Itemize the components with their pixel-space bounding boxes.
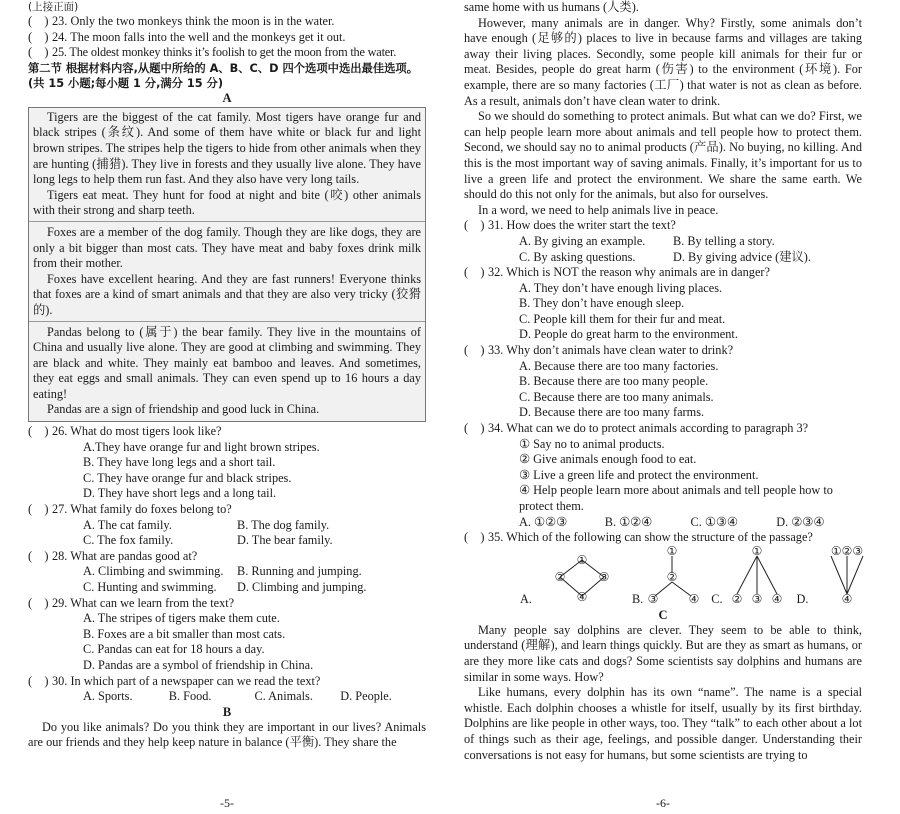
option-row	[464, 483, 862, 514]
passage-b-intro: Do you like animals? Do you think they are important in our lives? Animals are our friends and they help keep nature in balance (平衡). They share the	[28, 719, 426, 750]
node: ②	[666, 569, 678, 584]
option[interactable]: D. They have short legs and a long tail.	[83, 486, 277, 501]
answer-blank[interactable]: ( )	[464, 343, 485, 358]
question-stem: ( ) 28. What are pandas good at?	[28, 548, 198, 563]
diagram-option-b[interactable]	[632, 546, 703, 608]
option[interactable]: C. ①③④	[690, 514, 738, 529]
option[interactable]: ④ Help people learn more about animals and tell people how to protect them.	[519, 483, 833, 513]
option[interactable]: B. ①②④	[604, 514, 653, 529]
answer-blank[interactable]: ( )	[28, 548, 49, 563]
paragraph: In a word, we need to help animals live in peace.	[478, 202, 719, 217]
pandas-section	[29, 321, 425, 419]
question	[28, 424, 426, 502]
option-row	[28, 642, 426, 658]
option[interactable]: B. Foxes are a bit smaller than most cats.	[83, 626, 286, 641]
questions-26-30	[28, 424, 426, 705]
diagram-option-d[interactable]	[797, 546, 883, 608]
option[interactable]: D. Pandas are a symbol of friendship in China.	[83, 657, 314, 672]
option-label: D.	[796, 592, 809, 607]
option-row	[28, 689, 426, 705]
option[interactable]: A. By giving an example.	[519, 233, 646, 248]
node: ①	[666, 545, 678, 558]
tf-question-25: ( ) 25. The oldest monkey thinks it’s foolish to get the moon from the water.	[28, 45, 397, 60]
node: ④	[688, 591, 700, 606]
passage-b-continued: same home with us humans (人类).	[464, 0, 639, 14]
left-page	[28, 0, 426, 814]
answer-blank[interactable]: ( )	[28, 14, 49, 28]
option[interactable]: B. The dog family.	[237, 517, 330, 532]
option[interactable]: B. Running and jumping.	[237, 564, 362, 579]
option-row	[28, 533, 426, 549]
paragraph: Foxes are a member of the dog family. Though they are like dogs, they are only a bit bigger than most cats. They have meat and baby foxes drink milk from their mother.	[33, 224, 421, 271]
option[interactable]: C. Because there are too many animals.	[519, 389, 714, 404]
option-label: C.	[711, 592, 723, 607]
node: ④	[576, 589, 588, 604]
option[interactable]: B. Food.	[168, 689, 212, 704]
answer-blank[interactable]: ( )	[28, 595, 49, 610]
option-row	[464, 250, 862, 266]
paragraph: Like humans, every dolphin has its own “name”. The name is a special whistle. Each dolphin chooses a whistle for itself, usually by its first birthday. Dolphins are like people in other ways, too. They “talk” to each other about a lot of things such as their age, feelings, and possible danger. Understanding their conversations is not easy for humans, but some scientists are trying to	[464, 685, 862, 762]
node: ①	[751, 545, 762, 558]
diagram-d	[811, 546, 883, 608]
option[interactable]: C. The fox family.	[83, 533, 174, 548]
q34-answer-options	[464, 515, 862, 531]
passage-b-title: B	[222, 704, 232, 719]
question-stem: ( ) 34. What can we do to protect animals according to paragraph 3?	[464, 421, 809, 436]
structure-diagrams	[464, 546, 862, 608]
option-row	[464, 312, 862, 328]
option[interactable]: A. The cat family.	[83, 517, 172, 532]
question-stem: ( ) 33. Why don’t animals have clean water to drink?	[464, 343, 734, 358]
question-stem: ( ) 29. What can we learn from the text?	[28, 595, 235, 610]
option[interactable]: A. The stripes of tigers make them cute.	[83, 611, 280, 626]
option-row	[28, 627, 426, 643]
option-row	[28, 658, 426, 674]
passage-a-box	[28, 107, 426, 422]
page-number: -6-	[656, 796, 670, 810]
answer-blank[interactable]: ( )	[28, 502, 49, 517]
option[interactable]: C. Animals.	[254, 689, 313, 704]
option[interactable]: B. Because there are too many people.	[519, 374, 709, 389]
option[interactable]: ② Give animals enough food to eat.	[519, 452, 697, 467]
section-title: 第二节 根据材料内容,从题中所给的 A、B、C、D 四个选项中选出最佳选项。(共 15 小题;每小题 1 分,满分 15 分)	[28, 61, 419, 90]
answer-blank[interactable]: ( )	[28, 673, 49, 688]
option-row	[464, 359, 862, 375]
option[interactable]: A.They have orange fur and light brown stripes.	[83, 439, 320, 454]
paragraph: Pandas belong to (属于) the bear family. They live in the mountains of China and usually live alone. They are good at climbing and swimming. They are black and white. They mainly eat bamboo and leaves. And sometimes, they eat eggs and small animals. They can even spend up to 16 hours a day eating!	[33, 324, 421, 401]
option[interactable]: C. By asking questions.	[519, 249, 636, 264]
question	[28, 549, 426, 596]
question-stem: ( ) 32. Which is NOT the reason why animals are in danger?	[464, 265, 770, 280]
passage-a-title: A	[222, 90, 232, 105]
questions-31-34	[464, 218, 862, 514]
paragraph: Many people say dolphins are clever. They seem to be able to think, understand (理解), and learn things quickly. But are they as smart as humans, or are they more like cats and dogs? Some scientists say dolphins and humans are similar in some ways. How?	[464, 622, 862, 684]
question	[464, 343, 862, 421]
option[interactable]: A. Climbing and swimming.	[83, 564, 224, 579]
option[interactable]: D. ②③④	[776, 514, 825, 529]
option[interactable]: A. They don’t have enough living places.	[519, 280, 723, 295]
paragraph: Tigers eat meat. They hunt for food at night and bite (咬) other animals with their strong and sharp teeth.	[33, 187, 421, 218]
option-row	[464, 327, 862, 343]
question-stem: ( ) 31. How does the writer start the text?	[464, 218, 676, 233]
continued-header: (上接正面)	[28, 1, 79, 13]
option-row	[28, 486, 426, 502]
foxes-section	[29, 221, 425, 319]
option-row	[28, 440, 426, 456]
answer-blank[interactable]: ( )	[464, 530, 485, 545]
option[interactable]: ③ Live a green life and protect the environment.	[519, 467, 759, 482]
option-row	[464, 452, 862, 468]
option[interactable]: A. ①②③	[519, 514, 568, 529]
tf-question-24: ( ) 24. The moon falls into the well and the monkeys get it out.	[28, 29, 346, 44]
option-row	[464, 374, 862, 390]
diagram-c	[725, 546, 789, 608]
answer-blank[interactable]: ( )	[28, 424, 49, 439]
question	[464, 265, 862, 343]
option[interactable]: B. By telling a story.	[673, 233, 775, 248]
answer-blank[interactable]: ( )	[28, 29, 49, 44]
paragraph: Foxes have excellent hearing. And they are fast runners! Everyone thinks that foxes are a kind of smart animals and that they are also very tricky (狡猾的).	[33, 271, 421, 317]
node: ④	[771, 591, 782, 606]
option[interactable]: B. They have long legs and a short tail.	[83, 455, 276, 470]
option-row	[28, 580, 426, 596]
option[interactable]: C. Hunting and swimming.	[83, 580, 217, 594]
option[interactable]: D. People do great harm to the environment.	[519, 327, 738, 342]
diagram-option-a[interactable]	[520, 546, 624, 608]
answer-blank[interactable]: ( )	[464, 218, 485, 233]
question	[464, 218, 862, 265]
option[interactable]: D. Climbing and jumping.	[237, 580, 367, 594]
question	[28, 502, 426, 549]
option[interactable]: A. Because there are too many factories.	[519, 358, 719, 373]
node: ③	[598, 569, 610, 584]
option[interactable]: D. By giving advice (建议).	[673, 249, 811, 264]
option-row	[464, 437, 862, 453]
question	[28, 674, 426, 705]
option[interactable]: C. They have orange fur and black stripes.	[83, 470, 292, 485]
option-label: A.	[520, 592, 532, 607]
node: ②	[731, 591, 742, 606]
tigers-section	[33, 110, 421, 219]
option-label: B.	[631, 592, 644, 607]
option-row	[464, 468, 862, 484]
option[interactable]: ① Say no to animal products.	[519, 436, 665, 451]
option[interactable]: D. The bear family.	[237, 533, 333, 548]
option-row	[464, 281, 862, 297]
question-35: ( ) 35. Which of the following can show the structure of the passage?	[464, 530, 813, 545]
option[interactable]: C. Pandas can eat for 18 hours a day.	[83, 642, 265, 657]
option-row	[464, 296, 862, 312]
passage-c-title: C	[658, 607, 668, 622]
question	[464, 421, 862, 515]
answer-blank[interactable]: ( )	[28, 45, 49, 60]
paragraph: So we should do something to protect animals. But what can we do? First, we can help people learn more about animals and tell people how to protect them. Second, we should say no to animal products (产品). No buying, no killing. And this is the most important way of saving animals. Finally, it’s important for us to live a green life and protect the environment. We share the same earth. We should do this not only for the animals, but also for ourselves.	[464, 109, 862, 202]
tf-question-23: ( ) 23. Only the two monkeys think the moon is in the water.	[28, 14, 335, 28]
node: ③	[647, 591, 659, 606]
paragraph: Pandas are a sign of friendship and good luck in China.	[47, 402, 320, 417]
node: ①②③	[830, 545, 863, 558]
option-row	[464, 234, 862, 250]
question	[28, 596, 426, 674]
right-page	[464, 0, 862, 814]
question-stem: ( ) 26. What do most tigers look like?	[28, 424, 222, 439]
option[interactable]: C. People kill them for their fur and meat.	[519, 311, 726, 326]
answer-blank[interactable]: ( )	[464, 421, 485, 436]
option-row	[28, 611, 426, 627]
option-row	[28, 455, 426, 471]
option[interactable]: B. They don’t have enough sleep.	[519, 296, 685, 311]
option[interactable]: D. People.	[340, 689, 392, 704]
diagram-b	[645, 546, 703, 608]
paragraph: However, many animals are in danger. Why? Firstly, some animals don’t have enough (足够的) places to live in because farms and villages are taking away their living places. Secondly, some people kill animals for their fur or meat. Besides, people do great harm (伤害) to the environment (环境). For example, there are so many factories (工厂) that water is not as clean as before. As a result, animals don’t have clean water to drink.	[464, 15, 862, 108]
answer-blank[interactable]: ( )	[464, 265, 485, 280]
option[interactable]: D. Because there are too many farms.	[519, 405, 705, 420]
diagram-option-c[interactable]	[711, 546, 788, 608]
option-row	[464, 390, 862, 406]
node: ④	[841, 591, 852, 606]
paragraph: Tigers are the biggest of the cat family. Most tigers have orange fur and black stripes (条纹). And some of them have white or black fur and light brown stripes. The stripes help the tigers to hide from other animals when they are hunting (捕猎). They live in forests and they usually live alone. They have long legs to help them run fast. And they also have very long tails.	[33, 109, 421, 187]
node: ②	[554, 569, 566, 584]
option-row	[464, 405, 862, 421]
option-row	[28, 471, 426, 487]
question-stem: ( ) 27. What family do foxes belong to?	[28, 502, 232, 517]
page-number: -5-	[220, 796, 234, 810]
question-stem: ( ) 30. In which part of a newspaper can we read the text?	[28, 673, 321, 688]
node: ③	[751, 591, 762, 606]
node: ①	[576, 552, 588, 567]
option-row	[28, 518, 426, 534]
option[interactable]: A. Sports.	[83, 689, 133, 704]
diagram-a	[534, 546, 624, 608]
option-row	[28, 564, 426, 580]
